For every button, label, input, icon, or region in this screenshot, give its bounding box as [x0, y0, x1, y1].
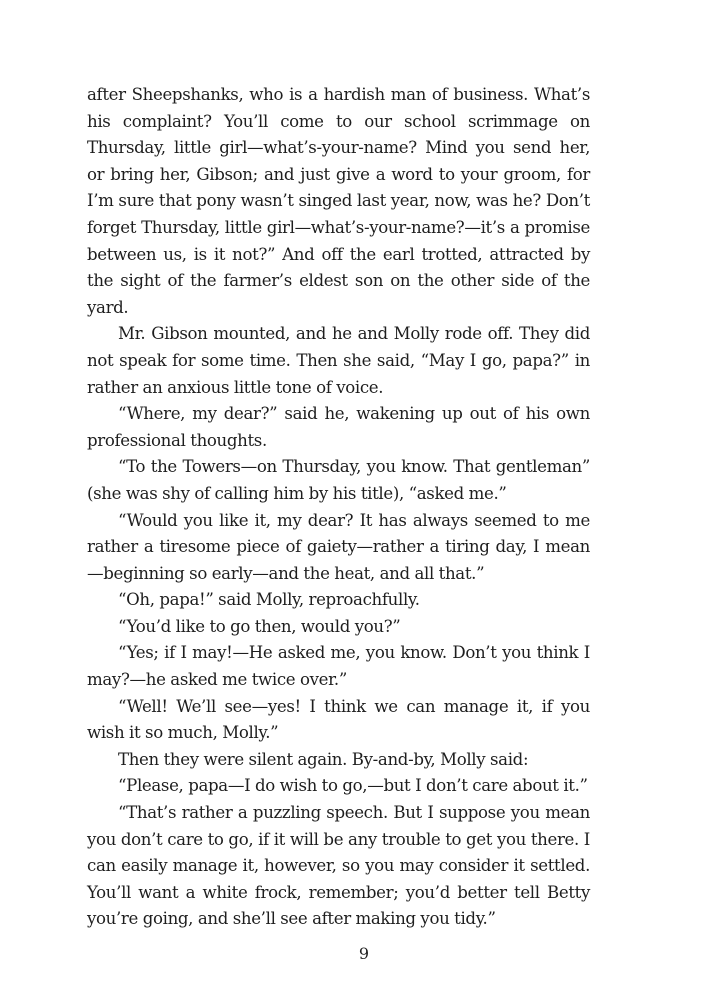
- body-text: [87, 82, 590, 933]
- paragraph-continuation: after Sheepshanks, who is a hardish man of business. What’s his complaint? You’ll come to our school scrimmage on Thursday, little girl—what’s-your-name? Mind you send her, or bring her, Gibson; and just give a word to your groom, for I’m sure that pony wasn’t singed last year, now, was he? Don’t forget Thursday, little girl—what’s-your-name?—it’s a promise between us, is it not?” And off the earl trotted, attracted by the sight of the farmer’s eldest son on the other side of the yard.: [87, 85, 590, 317]
- paragraph: “That’s rather a puzzling speech. But I suppose you mean you don’t care to go, if it will be any trouble to get you there. I can easily manage it, however, so you may consider it settled. You’ll want a white frock, remember; you’d better tell Betty you’re going, and she’ll see after making you tidy.”: [87, 803, 590, 929]
- paragraph: “You’d like to go then, would you?”: [118, 616, 401, 636]
- paragraph: “Please, papa—I do wish to go,—but I don’t care about it.”: [118, 776, 588, 796]
- paragraph: “Well! We’ll see—yes! I think we can manage it, if you wish it so much, Molly.”: [87, 696, 590, 743]
- paragraph: “Yes; if I may!—He asked me, you know. Don’t you think I may?—he asked me twice over.”: [87, 643, 590, 690]
- paragraph: Then they were silent again. By-and-by, Molly said:: [118, 749, 529, 769]
- paragraph: “To the Towers—on Thursday, you know. That gentleman” (she was shy of calling him by his title), “asked me.”: [87, 457, 590, 503]
- paragraph: “Where, my dear?” said he, wakening up out of his own professional thoughts.: [87, 404, 590, 450]
- paragraph: Mr. Gibson mounted, and he and Molly rode off. They did not speak for some time. Then she said, “May I go, papa?” in rather an anxious little tone of voice.: [87, 324, 590, 397]
- paragraph: “Would you like it, my dear? It has always seemed to me rather a tiresome piece of gaiety—rather a tiring day, I mean—beginning so early—and the heat, and all that.”: [87, 510, 590, 583]
- paragraph: “Oh, papa!” said Molly, reproachfully.: [118, 590, 420, 610]
- page-number: 9: [358, 944, 370, 963]
